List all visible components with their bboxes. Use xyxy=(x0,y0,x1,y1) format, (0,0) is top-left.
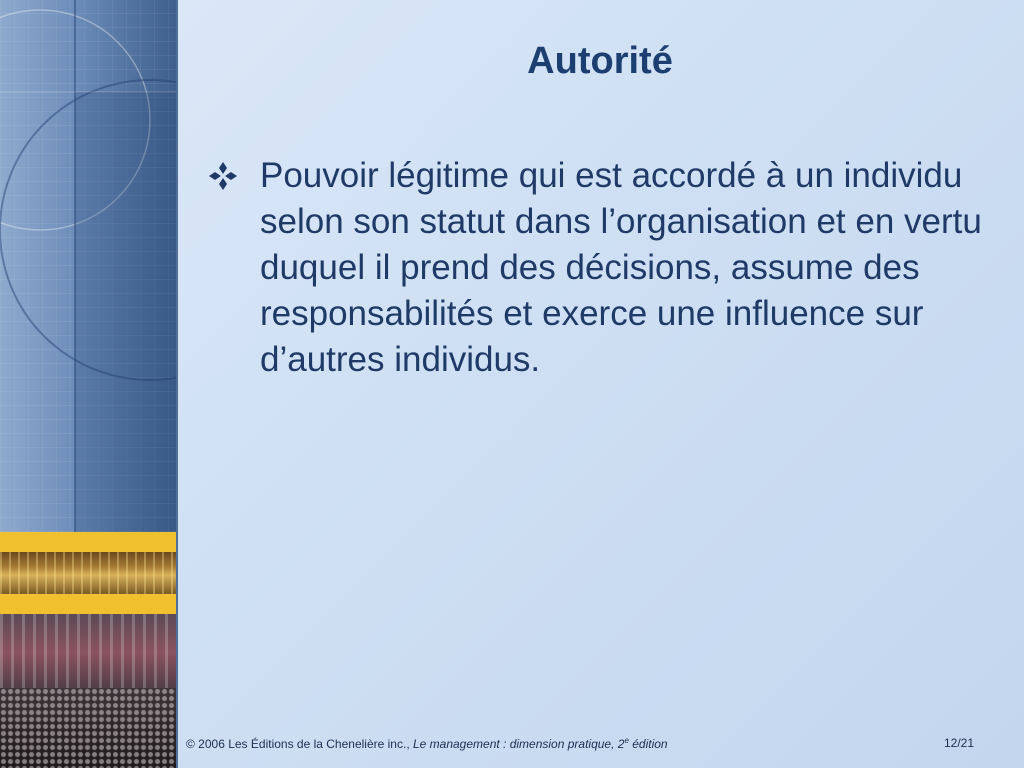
page-number: 12/21 xyxy=(943,736,974,750)
city-photo-strip xyxy=(0,552,176,594)
gold-band-bottom xyxy=(0,594,176,614)
curves-decoration xyxy=(0,0,176,532)
slide-title: Autorité xyxy=(527,40,673,82)
four-diamond-icon xyxy=(208,153,260,196)
crowd-image xyxy=(0,688,176,768)
decorative-sidebar xyxy=(0,0,178,768)
book-title: Le management : dimension pratique, 2e édition xyxy=(412,736,668,751)
footer-citation xyxy=(186,736,668,751)
gold-band-top xyxy=(0,532,176,552)
street-photo xyxy=(0,614,176,768)
bullet-item xyxy=(208,153,983,383)
copyright-text: © 2006 Les Éditions de la Chenelière inc., xyxy=(186,737,413,751)
bullet-text: Pouvoir légitime qui est accordé à un individu selon son statut dans l’organisation et en vertu duquel il prend des décisions, assume des responsabilités et exerce une influence sur d’autres individus. xyxy=(260,156,982,379)
blue-pattern-panel xyxy=(0,0,176,532)
